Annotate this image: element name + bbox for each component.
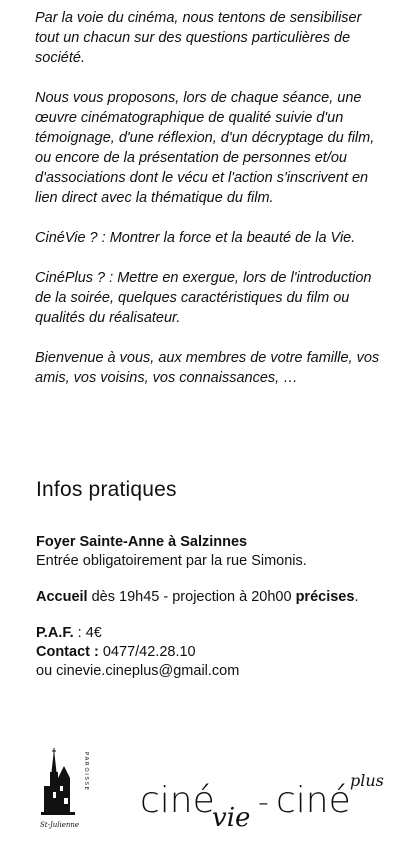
accueil-label: Accueil (36, 589, 88, 605)
contact-block (36, 624, 386, 681)
precises-suffix: . (354, 589, 359, 605)
logo-cine-2: ciné (276, 780, 351, 821)
parish-signature: St-Julienne (40, 821, 80, 829)
logo-vie: vie (212, 803, 251, 832)
schedule-block (36, 588, 386, 607)
intro-paragraph-welcome: Bienvenue à vous, aux membres de votre famille, vos amis, vos voisins, vos connaissances, … (35, 350, 380, 386)
parish-logo (36, 746, 96, 832)
contact-label: Contact : (36, 644, 99, 660)
paf-label: P.A.F. (36, 625, 74, 641)
paf-line (36, 624, 386, 643)
logo-dash: - (258, 785, 269, 820)
logo-plus: plus (350, 771, 384, 790)
paf-value: : 4€ (73, 625, 102, 641)
logo-cine-1: ciné (140, 780, 215, 821)
contact-line (36, 643, 386, 662)
intro-text (35, 8, 395, 408)
infos-title: Infos pratiques (36, 478, 177, 501)
venue-note: Entrée obligatoirement par la rue Simonis. (36, 553, 307, 569)
cinevie-cineplus-logo (140, 768, 390, 832)
venue-name: Foyer Sainte-Anne à Salzinnes (36, 534, 248, 550)
venue-block (36, 533, 386, 571)
intro-paragraph-2: Nous vous proposons, lors de chaque séance, une œuvre cinématographique de qualité suivie d'un témoignage, d'une réflexion, d'un décryptage du film, ou encore de la présentation de personnes et/ou d'associations dont le vécu et l'action s'inscrivent en lien direct avec la thématique du film. (35, 90, 375, 206)
schedule-text: dès 19h45 - projection à 20h00 (87, 589, 296, 605)
intro-paragraph-cinevie: CinéVie ? : Montrer la force et la beauté de la Vie. (35, 230, 356, 246)
parish-vertical-text: PAROISSE (83, 752, 89, 792)
intro-paragraph-1: Par la voie du cinéma, nous tentons de sensibiliser tout un chacun sur des questions particulières de société. (35, 10, 362, 66)
contact-email[interactable]: ou cinevie.cineplus@gmail.com (36, 663, 240, 679)
intro-paragraph-cineplus: CinéPlus ? : Mettre en exergue, lors de l'introduction de la soirée, quelques caractéristiques du film ou qualités du réalisateur. (35, 270, 372, 326)
precises-label: précises (295, 589, 355, 605)
contact-phone: 0477/42.28.10 (98, 644, 196, 660)
